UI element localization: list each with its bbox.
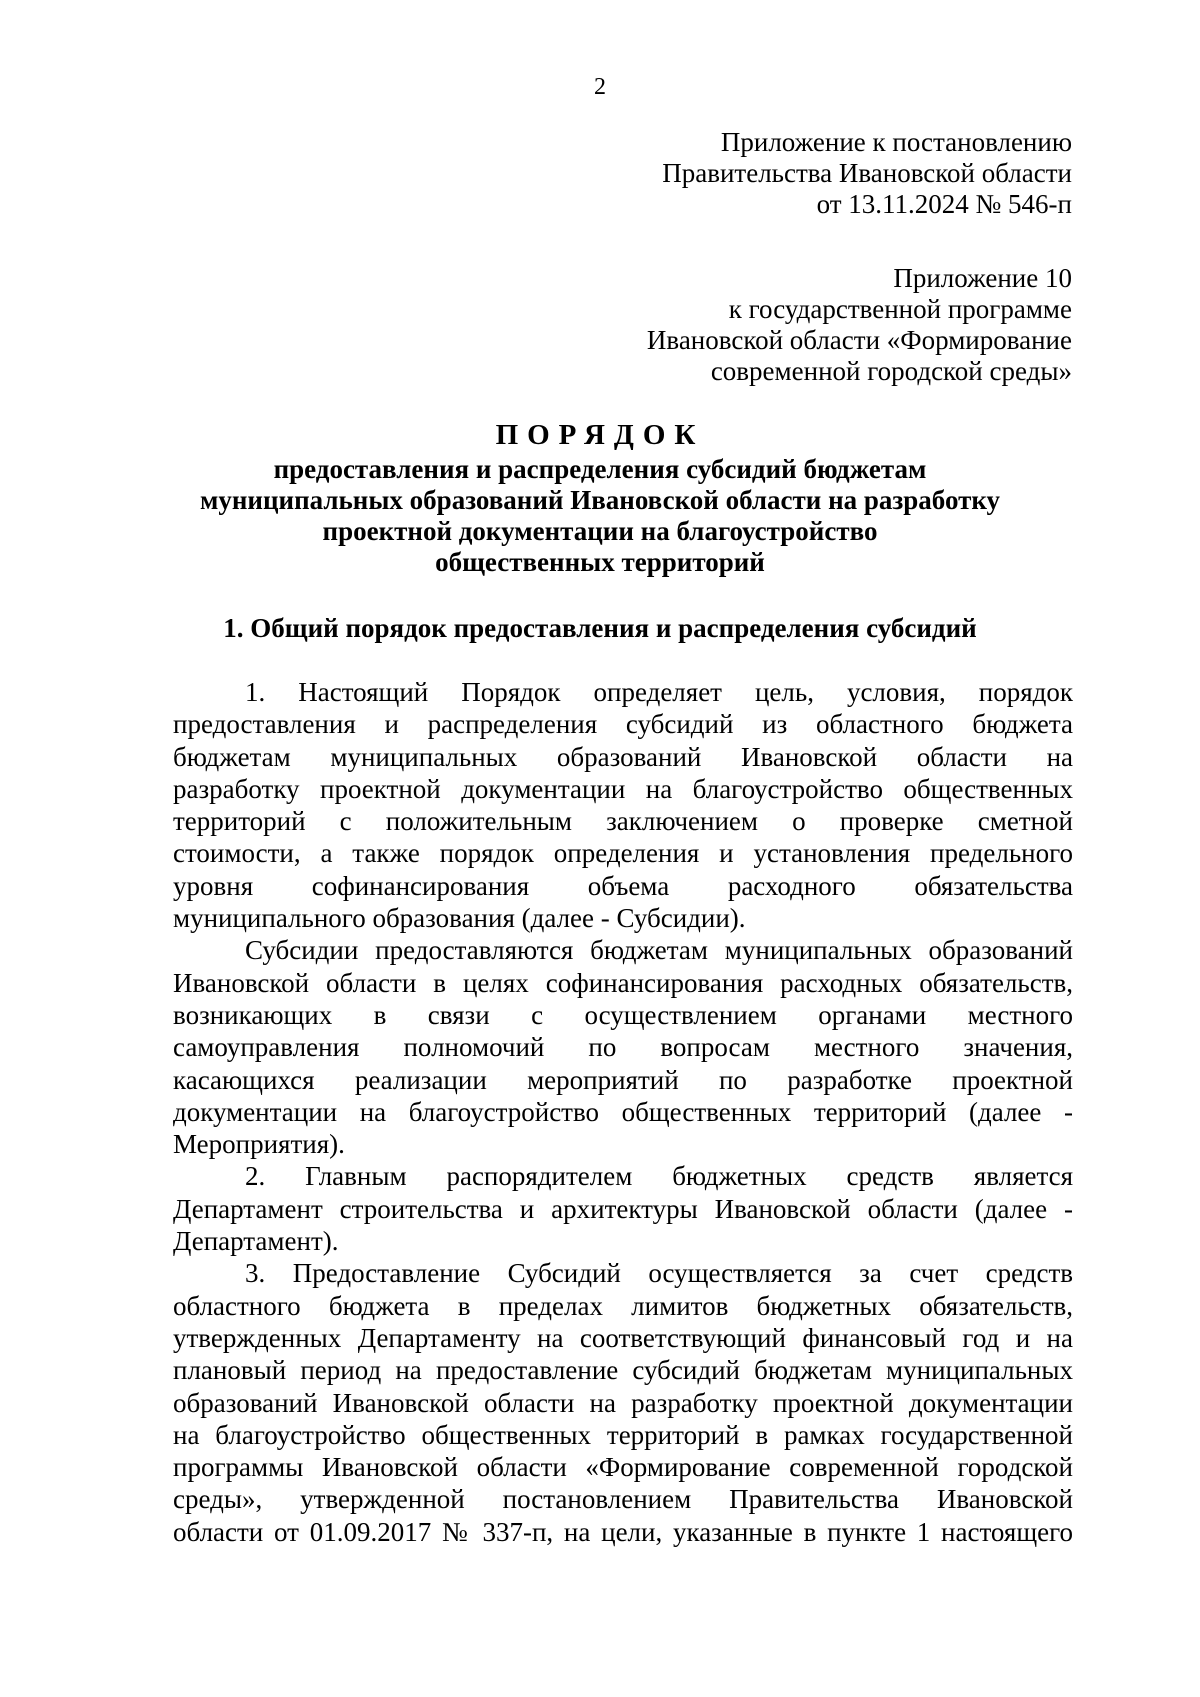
body-line: плановый период на предоставление субсидий бюджетам муниципальных — [173, 1355, 1073, 1386]
body-line: Ивановской области в целях софинансирования расходных обязательств, — [173, 967, 1073, 998]
program-appendix-line: Ивановской области «Формирование — [646, 325, 1072, 355]
appendix-header-line: Правительства Ивановской области — [662, 158, 1072, 188]
body-line: разработку проектной документации на благоустройство общественных — [173, 773, 1073, 804]
document-title — [0, 420, 1200, 578]
body-line: стоимости, а также порядок определения и установления предельного — [173, 838, 1073, 869]
body-line: 2. Главным распорядителем бюджетных средств является — [245, 1161, 1073, 1192]
appendix-header-line: от 13.11.2024 № 546-п — [816, 189, 1072, 219]
body-line: образований Ивановской области на разработку проектной документации — [173, 1387, 1073, 1418]
program-appendix-line: Приложение 10 — [893, 263, 1072, 293]
body-line: касающихся реализации мероприятий по разработке проектной — [173, 1064, 1073, 1095]
body-line: территорий с положительным заключением о проверке сметной — [173, 806, 1073, 837]
title-line: проектной документации на благоустройство — [322, 516, 878, 546]
body-line: Департамент строительства и архитектуры Ивановской области (далее - — [173, 1193, 1073, 1224]
body-line: самоуправления полномочий по вопросам местного значения, — [173, 1032, 1073, 1063]
page-number: 2 — [594, 74, 606, 100]
program-appendix-header — [647, 263, 1072, 387]
body-line: области от 01.09.2017 № 337-п, на цели, указанные в пункте 1 настоящего — [173, 1516, 1073, 1547]
body-line: Мероприятия). — [173, 1129, 345, 1160]
body-line: областного бюджета в пределах лимитов бюджетных обязательств, — [173, 1290, 1073, 1321]
body-line: 3. Предоставление Субсидий осуществляется за счет средств — [245, 1258, 1073, 1289]
program-appendix-line: к государственной программе — [728, 294, 1072, 324]
body-line: бюджетам муниципальных образований Ивановской области на — [173, 741, 1073, 772]
body-line: 1. Настоящий Порядок определяет цель, условия, порядок — [245, 677, 1073, 707]
body-text — [173, 676, 1073, 1548]
title-main: ПОРЯДОК — [495, 419, 705, 451]
body-line: программы Ивановской области «Формирование современной городской — [173, 1452, 1073, 1483]
body-line: утвержденных Департаменту на соответствующий финансовый год и на — [173, 1322, 1073, 1353]
body-line: Субсидии предоставляются бюджетам муниципальных образований — [245, 935, 1073, 966]
title-line: предоставления и распределения субсидий бюджетам — [273, 454, 927, 484]
body-line: муниципального образования (далее - Субсидии). — [173, 903, 746, 934]
section-heading: 1. Общий порядок предоставления и распределения субсидий — [223, 613, 977, 643]
appendix-header-line: Приложение к постановлению — [720, 127, 1072, 157]
body-line: на благоустройство общественных территорий в рамках государственной — [173, 1419, 1073, 1450]
title-line: общественных территорий — [435, 547, 765, 577]
body-line: Департамент). — [173, 1226, 339, 1257]
body-line: предоставления и распределения субсидий из областного бюджета — [173, 709, 1073, 740]
program-appendix-line: современной городской среды» — [710, 356, 1072, 386]
body-line: документации на благоустройство общественных территорий (далее - — [173, 1096, 1073, 1127]
body-line: возникающих в связи с осуществлением органами местного — [173, 999, 1073, 1030]
resolution-appendix-header — [662, 127, 1072, 220]
title-line: муниципальных образований Ивановской области на разработку — [199, 485, 1001, 515]
body-line: уровня софинансирования объема расходного обязательства — [173, 870, 1073, 901]
body-line: среды», утвержденной постановлением Правительства Ивановской — [173, 1484, 1073, 1515]
